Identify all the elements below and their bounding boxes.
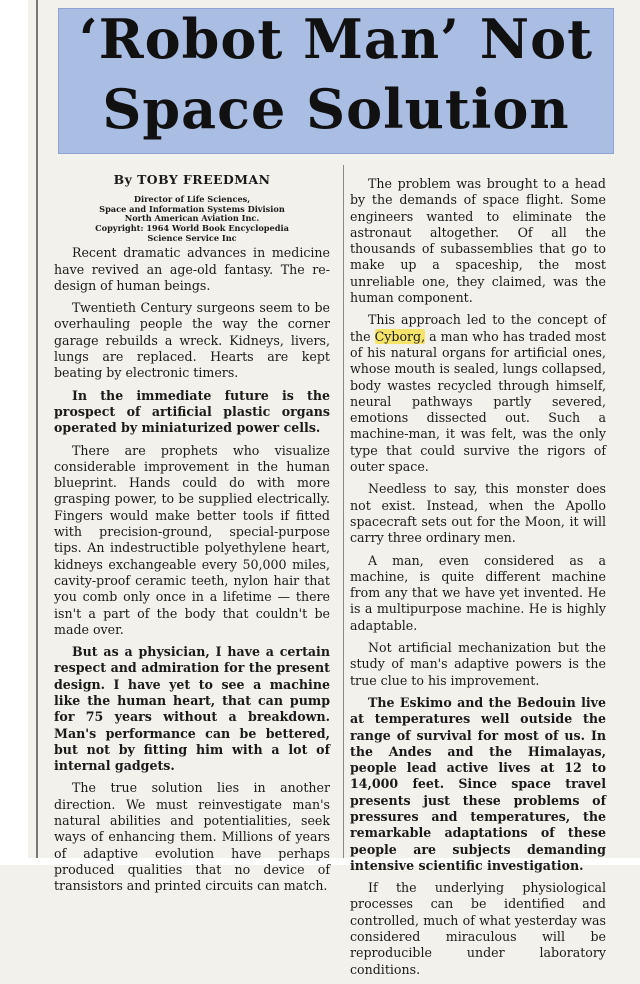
credit-line: North American Aviation Inc. xyxy=(124,213,260,224)
page-margin xyxy=(0,0,28,865)
paragraph: The problem was brought to a head by the demands of space flight. Some engineers wanted to eliminate the astronaut altogether. Of all the thousands of subassemblies that go to make up a spaceship, the most unreliable one, they claimed, was the human component. xyxy=(350,176,606,306)
column-rule-left xyxy=(36,0,38,865)
paragraph-text: This approach led to the concept of the xyxy=(350,312,606,344)
credit-line: Science Service Inc xyxy=(147,232,237,243)
paragraph: The true solution lies in another direction. We must reinvestigate man's natural abilities and potentialities, seek ways of enhancing them. Millions of years of adaptive evolution have perhaps produced qualities that no device of transistors and printed circuits can match. xyxy=(54,780,330,894)
paragraph: Needless to say, this monster does not exist. Instead, when the Apollo spacecraft sets out for the Moon, it will carry three ordinary men. xyxy=(350,481,606,546)
left-column xyxy=(54,172,330,901)
headline-line-2: Space Solution xyxy=(102,77,570,141)
paragraph: But as a physician, I have a certain respect and admiration for the present design. I have yet to see a machine like the human heart, that can pump for 75 years without a breakdown. Man's performance can be bettered, but not by fitting him with a lot of internal gadgets. xyxy=(54,644,330,774)
paragraph: Recent dramatic advances in medicine have revived an age-old fantasy. The re-design of human beings. xyxy=(54,245,330,293)
paragraph: The Eskimo and the Bedouin live at temperatures well outside the range of survival for most of us. In the Andes and the Himalayas, people lead active lives at 12 to 14,000 feet. Since space travel presents just these problems of pressures and temperatures, the remarkable adaptations of these people are subjects demanding intensive scientific investigation. xyxy=(350,694,606,873)
paragraph: A man, even considered as a machine, is quite different machine from any that we have yet invented. He is a multipurpose machine. He is highly adaptable. xyxy=(350,552,606,633)
paragraph-text: a man who has traded most of his natural organs for artificial ones, whose mouth is sealed, lungs collapsed, body wastes recycled through himself, neural pathways partly severed, emotions dissected out. Such a machine-man, it was felt, was the only type that could survive the rigors of outer space. xyxy=(350,328,606,475)
paragraph xyxy=(350,312,606,475)
byline: By TOBY FREEDMAN xyxy=(113,172,271,187)
credit-line: Director of Life Sciences, xyxy=(133,194,251,205)
headline xyxy=(58,4,614,144)
column-rule-middle xyxy=(343,165,344,860)
paragraph: There are prophets who visualize considerable improvement in the human blueprint. Hands could do with more grasping power, to be supplied electrically. Fingers would make better tools if fitted with precision-ground, special-purpose tips. An indestructible polyethylene heart, kidneys exchangeable every 50,000 miles, cavity-proof ceramic teeth, nylon hair that you comb only once in a lifetime — there isn't a part of the body that couldn't be made over. xyxy=(54,442,330,637)
credit-line: Space and Information Systems Division xyxy=(99,203,285,214)
paragraph: Not artificial mechanization but the study of man's adaptive powers is the true clue to his improvement. xyxy=(350,640,606,688)
author-credit xyxy=(54,195,330,243)
headline-line-1: ‘Robot Man’ Not xyxy=(78,7,594,71)
right-column xyxy=(350,176,606,984)
paragraph: Twentieth Century surgeons seem to be overhauling people the way the corner garage rebuilds a wreck. Kidneys, livers, lungs are replaced. Hearts are kept beating by electronic timers. xyxy=(54,300,330,381)
credit-line: Copyright: 1964 World Book Encyclopedia xyxy=(95,223,289,234)
highlighted-word-cyborg[interactable]: Cyborg, xyxy=(374,328,426,344)
paragraph: In the immediate future is the prospect of artificial plastic organs operated by miniaturized power cells. xyxy=(54,387,330,436)
paragraph: If the underlying physiological processes can be identified and controlled, much of what yesterday was considered miraculous will be reproducible under laboratory conditions. xyxy=(350,880,606,977)
